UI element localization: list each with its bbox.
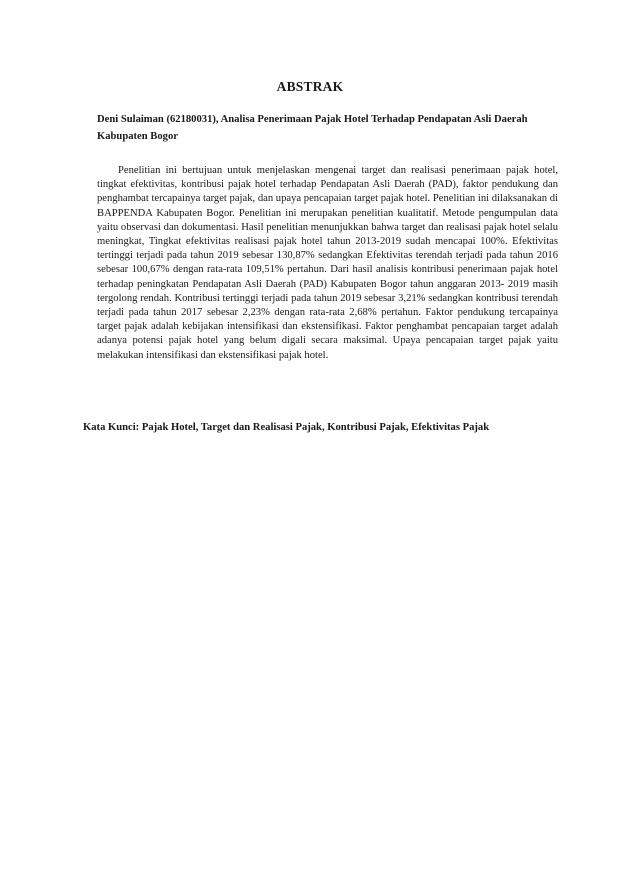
keywords-line: Kata Kunci: Pajak Hotel, Target dan Realisasi Pajak, Kontribusi Pajak, Efektivitas Pajak xyxy=(83,422,490,433)
abstract-paragraph: Penelitian ini bertujuan untuk menjelaskan mengenai target dan realisasi penerimaan pajak hotel, tingkat efektivitas, kontribusi pajak hotel terhadap Pendapatan Asli Daerah (PAD), faktor pendukung dan penghambat tercapainya target pajak, dan upaya pencapaian target pajak hotel. Penelitian ini dilaksanakan di BAPPENDA Kabupaten Bogor. Penelitian ini merupakan penelitian kualitatif. Metode pengumpulan data yaitu observasi dan dokumentasi. Hasil penelitian menunjukkan bahwa target dan realisasi pajak hotel selalu meningkat, Tingkat efektivitas realisasi pajak hotel tahun 2013-2019 sudah mencapai 100%. Efektivitas tertinggi terjadi pada tahun 2019 sebesar 130,87% sedangkan Efektivitas terendah terjadi pada tahun 2016 sebesar 100,67% dengan rata-rata 109,51% pertahun. Dari hasil analisis kontribusi penerimaan pajak hotel terhadap peningkatan Pendapatan Asli Daerah (PAD) Kabupaten Bogor tahun anggaran 2013- 2019 masih tergolong rendah. Kontribusi tertinggi terjadi pada tahun 2019 sebesar 3,21% sedangkan kontribusi terendah terjadi pada tahun 2017 sebesar 2,23% dengan rata-rata 2,68% pertahun. Faktor pendukung tercapainya target pajak adalah kebijakan intensifikasi dan ekstensifikasi. Faktor penghambat pencapaian target adalah adanya potensi pajak hotel yang belum digali secara maksimal. Upaya pencapaian target pajak yaitu melakukan intensifikasi dan ekstensifikasi pajak hotel. xyxy=(97,165,558,361)
abstract-title: ABSTRAK xyxy=(276,79,344,94)
author-and-thesis-title: Deni Sulaiman (62180031), Analisa Penerimaan Pajak Hotel Terhadap Pendapatan Asli Daerah Kabupaten Bogor xyxy=(97,114,528,142)
